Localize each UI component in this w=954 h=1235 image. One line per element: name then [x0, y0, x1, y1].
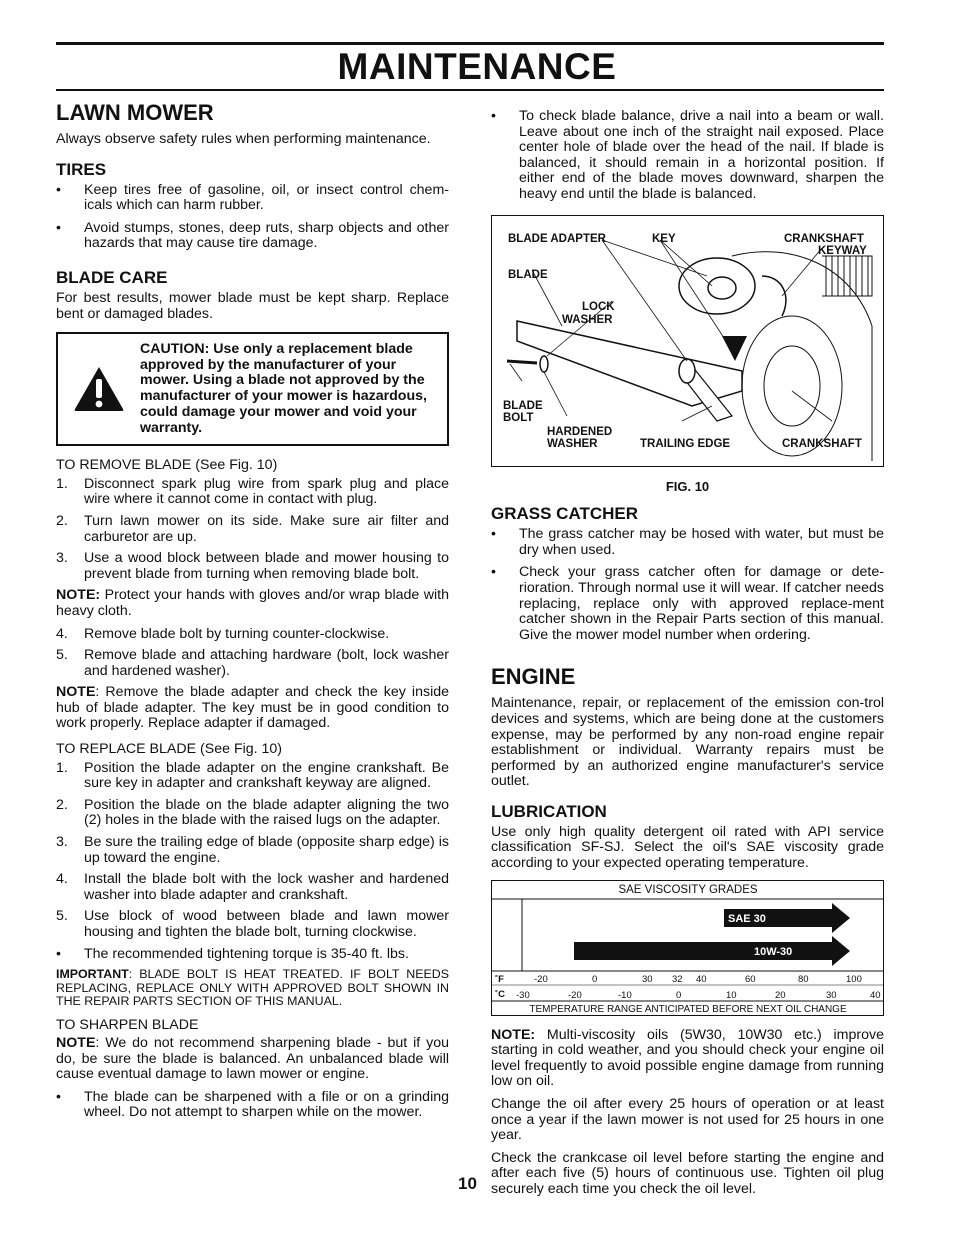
f-tick: -20	[534, 973, 548, 985]
blade-care-heading: BLADE CARE	[56, 267, 168, 287]
list-item: 2. Position the blade on the blade adapter aligning the two (2) holes in the blade with the raised lugs on the adapter.	[56, 796, 449, 829]
list-item: • Keep tires free of gasoline, oil, or insect control chem-icals which can harm rubber.	[56, 181, 449, 214]
viscosity-chart-title: SAE VISCOSITY GRADES	[618, 883, 758, 896]
list-item: • The grass catcher may be hosed with water, but must be dry when used.	[491, 526, 884, 558]
right-column	[491, 109, 884, 1205]
viscosity-chart-footer: TEMPERATURE RANGE ANTICIPATED BEFORE NEXT OIL CHANGE	[529, 1003, 847, 1015]
fahrenheit-label: ˚F	[495, 973, 504, 985]
list-item: 2. Turn lawn mower on its side. Make sure air filter and carburetor are up.	[56, 512, 449, 545]
c-tick: 20	[775, 989, 786, 1001]
label-crankshaft-keyway-2: KEYWAY	[818, 244, 867, 257]
list-item: 1. Disconnect spark plug wire from spark plug and place wire where it cannot come in contact with plug.	[56, 475, 449, 508]
f-tick: 0	[592, 973, 598, 985]
note-sharpen: NOTE: We do not recommend sharpening blade - but if you do, be sure the blade is balanced. An unbalanced blade will cause eventual damage to lawn mower or engine.	[56, 1035, 449, 1083]
label-blade-bolt-1: BLADE	[503, 399, 543, 412]
label-lock-washer-1: LOCK	[582, 300, 615, 313]
10w30-label: 10W-30	[754, 945, 793, 958]
label-crankshaft: CRANKSHAFT	[782, 437, 862, 450]
c-tick: 10	[726, 989, 737, 1001]
list-item: 4. Remove blade bolt by turning counter-clockwise.	[56, 625, 390, 642]
oil-change-text: Change the oil after every 25 hours of operation or at least once a year if the lawn mower is not used for 25 hours in one year.	[491, 1096, 884, 1144]
f-tick: 80	[798, 973, 809, 985]
c-tick: 0	[676, 989, 682, 1001]
10w30-arrow	[574, 936, 850, 966]
grass-catcher-heading: GRASS CATCHER	[491, 504, 639, 524]
lubrication-text: Use only high quality detergent oil rated with API service classification SF-SJ. Select the oil's SAE viscosity grade according to your expected operating temperature.	[491, 823, 884, 872]
note-multi-viscosity: NOTE: Multi-viscosity oils (5W30, 10W30 etc.) improve starting in cold weather, and you should check your engine oil level frequently to avoid possible engine damage from running low on oil.	[491, 1026, 884, 1090]
label-blade-adapter: BLADE ADAPTER	[508, 232, 606, 245]
figure-caption: FIG. 10	[665, 478, 710, 494]
important-notice: IMPORTANT: BLADE BOLT IS HEAT TREATED. IF BOLT NEEDS REPLACING, REPLACE ONLY WITH APPROVED BOLT SHOWN IN THE REPAIR PARTS SECTION OF THIS MANUAL.	[56, 967, 449, 1008]
maintenance-intro: Always observe safety rules when performing maintenance.	[56, 131, 431, 147]
warning-icon	[58, 364, 140, 414]
c-tick: -20	[568, 989, 582, 1001]
lawn-mower-heading: LAWN MOWER	[56, 100, 214, 125]
left-column	[56, 100, 449, 1128]
label-blade-bolt-2: BOLT	[503, 411, 534, 424]
list-item: 5. Use block of wood between blade and lawn mower housing and tighten the blade bolt, turning clockwise.	[56, 908, 449, 940]
label-crankshaft-keyway-1: CRANKSHAFT	[784, 232, 864, 245]
c-tick: 30	[826, 989, 837, 1001]
label-trailing-edge: TRAILING EDGE	[640, 437, 731, 450]
page-number: 10	[458, 1174, 477, 1193]
c-tick: -10	[618, 989, 632, 1001]
label-hardened-washer-1: HARDENED	[547, 425, 613, 438]
list-item: • To check blade balance, drive a nail into a beam or wall. Leave about one inch of the straight nail exposed. Place center hole of blade over the head of the nail. If blade is balanced, it should remain in a horizontal position. If either end of the blade moves downward, sharpen the heavy end until the blade is balanced.	[491, 108, 884, 202]
tires-heading: TIRES	[56, 159, 107, 179]
f-tick: 32	[672, 973, 683, 985]
caution-text: CAUTION: Use only a replacement blade approved by the manufacturer of your mower. Using a blade not approved by the manufacturer of your mower is hazardous, could damage your mower and void your warranty.	[140, 341, 427, 436]
engine-text: Maintenance, repair, or replacement of the emission con-trol devices and systems, which are being done at the customers expense, may be performed by any non-road engine repair establishment or individual. Warranty repairs must be performed by an authorized engine manufacturer's service outlet.	[491, 695, 884, 790]
sharpen-blade-heading: TO SHARPEN BLADE	[56, 1017, 199, 1034]
page-title: MAINTENANCE	[337, 46, 617, 87]
note-adapter: NOTE: Remove the blade adapter and check the key inside hub of blade adapter. The key must be in good condition to work properly. Replace adapter if damaged.	[56, 684, 449, 732]
c-tick: 40	[870, 989, 881, 1001]
viscosity-chart	[491, 880, 884, 1016]
f-tick: 60	[745, 973, 756, 985]
list-item: • The recommended tightening torque is 35-40 ft. lbs.	[56, 945, 409, 962]
sae30-label: SAE 30	[728, 912, 766, 925]
note-gloves: NOTE: Protect your hands with gloves and/or wrap blade with heavy cloth.	[56, 587, 449, 619]
blade-care-text: For best results, mower blade must be kept sharp. Replace bent or damaged blades.	[56, 289, 449, 322]
remove-blade-heading: TO REMOVE BLADE (See Fig. 10)	[56, 457, 278, 474]
list-item: • The blade can be sharpened with a file or on a grinding wheel. Do not attempt to sharpen while on the mower.	[56, 1088, 449, 1121]
top-rule	[56, 42, 884, 45]
list-item: 3. Use a wood block between blade and mower housing to prevent blade from turning when removing blade bolt.	[56, 550, 449, 582]
engine-heading: ENGINE	[491, 664, 576, 690]
label-blade: BLADE	[508, 268, 548, 281]
list-item: 5. Remove blade and attaching hardware (bolt, lock washer and hardened washer).	[56, 647, 449, 679]
list-item: • Avoid stumps, stones, deep ruts, sharp objects and other hazards that may cause tire damage.	[56, 219, 449, 252]
celsius-label: ˚C	[495, 988, 506, 1000]
label-lock-washer-2: WASHER	[562, 313, 613, 326]
label-key: KEY	[652, 232, 676, 245]
c-tick: -30	[516, 989, 530, 1001]
caution-box	[56, 332, 449, 446]
list-item: 3. Be sure the trailing edge of blade (opposite sharp edge) is up toward the engine.	[56, 834, 449, 866]
list-item: • Check your grass catcher often for damage or dete-rioration. Through normal use it will wear. If catcher needs replacing, replace only with approved replace-ment catcher shown in the Repair Parts section of this manual. Give the mower model number when ordering.	[491, 564, 884, 643]
title-underline	[56, 89, 884, 91]
f-tick: 30	[642, 973, 653, 985]
f-tick: 40	[696, 973, 707, 985]
replace-blade-heading: TO REPLACE BLADE (See Fig. 10)	[56, 741, 283, 758]
lubrication-heading: LUBRICATION	[491, 801, 607, 821]
list-item: 4. Install the blade bolt with the lock washer and hardened washer into blade adapter and crankshaft.	[56, 871, 449, 903]
oil-check-text: Check the crankcase oil level before starting the engine and after each five (5) hours of continuous use. Tighten oil plug securely each time you check the oil level.	[491, 1149, 884, 1197]
blade-diagram	[491, 215, 884, 467]
f-tick: 100	[846, 973, 862, 985]
list-item: 1. Position the blade adapter on the engine crankshaft. Be sure key in adapter and crankshaft keyway are aligned.	[56, 759, 449, 792]
label-hardened-washer-2: WASHER	[547, 437, 598, 450]
